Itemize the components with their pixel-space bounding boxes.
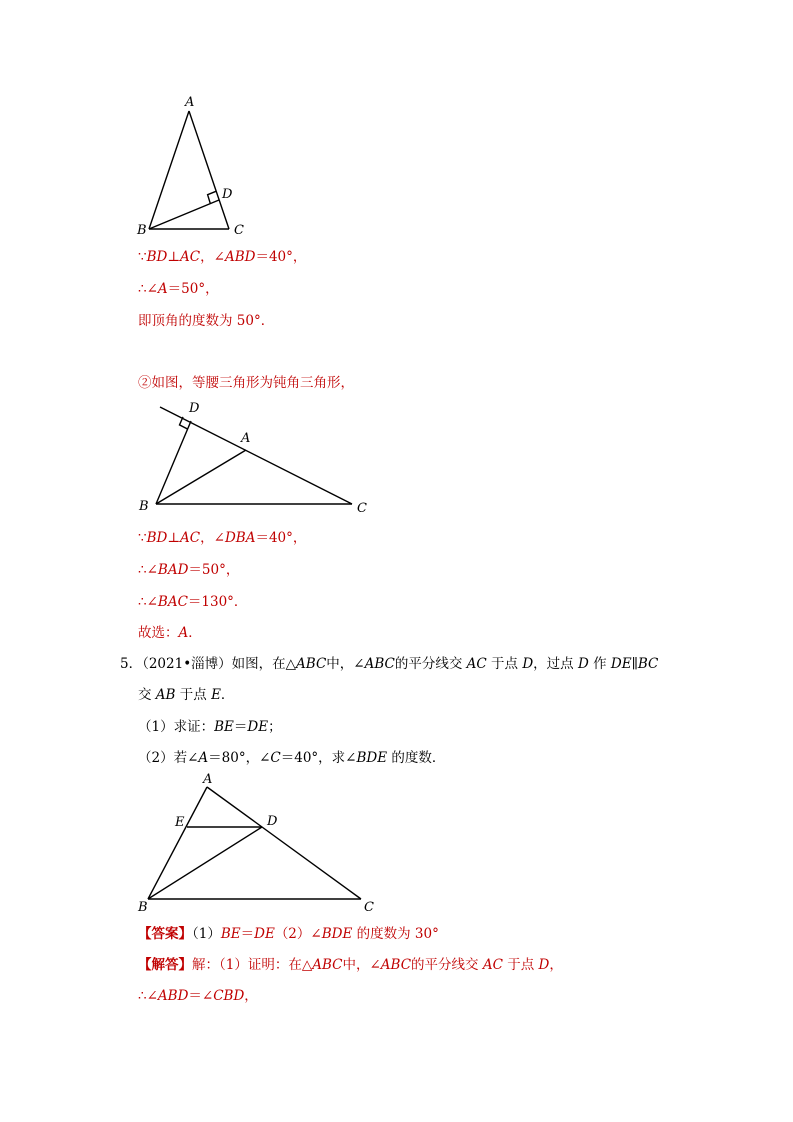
segment-bd: [156, 421, 191, 504]
figure-bisector-triangle: [130, 770, 390, 920]
segment-bd: [149, 200, 219, 229]
solution-tag: 【解答】: [138, 957, 192, 973]
segment-ca-extended: [160, 407, 352, 504]
problem5-line1: 5．（2021•淄博）如图，在△ABC中，∠ABC的平分线交 AC 于点 D，过点 D 作 DE∥BC: [120, 656, 659, 672]
segment-ab: [148, 787, 207, 899]
figure-acute-triangle: [130, 90, 260, 240]
figure-obtuse-triangle: [130, 395, 380, 520]
segment-ac: [207, 787, 361, 899]
case2-answer: 故选：A．: [138, 625, 202, 641]
answer-line: 【答案】（1）BE＝DE（2）∠BDE 的度数为 30°: [138, 926, 439, 942]
segment-bd: [148, 827, 262, 899]
segment-ba: [156, 450, 246, 504]
segment-ac: [189, 111, 229, 229]
label-b: B: [137, 223, 147, 238]
label-b: B: [138, 900, 148, 915]
label-d: D: [189, 401, 200, 416]
label-c: C: [364, 900, 374, 915]
problem5-line2: 交 AB 于点 E．: [138, 687, 235, 703]
label-d: D: [222, 187, 233, 202]
label-b: B: [139, 499, 149, 514]
label-d: D: [267, 814, 278, 829]
problem5-part2: （2）若∠A＝80°，∠C＝40°，求∠BDE 的度数．: [138, 750, 446, 766]
label-a: A: [241, 431, 251, 446]
case1-line2: ∴∠A＝50°，: [138, 281, 219, 297]
label-c: C: [234, 223, 244, 238]
solution-line2: ∴∠ABD＝∠CBD，: [138, 988, 258, 1004]
case2-line1: ∵BD⊥AC，∠DBA＝40°，: [138, 530, 307, 546]
case2-line2: ∴∠BAD＝50°，: [138, 562, 240, 578]
label-a: A: [185, 95, 195, 110]
case1-line1: ∵BD⊥AC，∠ABD＝40°，: [138, 249, 307, 265]
solution-line1: 【解答】解：（1）证明：在△ABC中，∠ABC的平分线交 AC 于点 D，: [138, 957, 563, 973]
segment-ab: [149, 111, 189, 229]
problem5-part1: （1）求证：BE＝DE；: [138, 719, 282, 735]
label-a: A: [203, 772, 213, 787]
label-e: E: [175, 815, 185, 830]
case2-line3: ∴∠BAC＝130°．: [138, 594, 248, 610]
case2-heading: ②如图，等腰三角形为钝角三角形，: [138, 375, 354, 391]
label-c: C: [357, 501, 367, 516]
answer-tag: 【答案】: [138, 926, 192, 942]
case1-line3: 即顶角的度数为 50°．: [138, 313, 275, 329]
